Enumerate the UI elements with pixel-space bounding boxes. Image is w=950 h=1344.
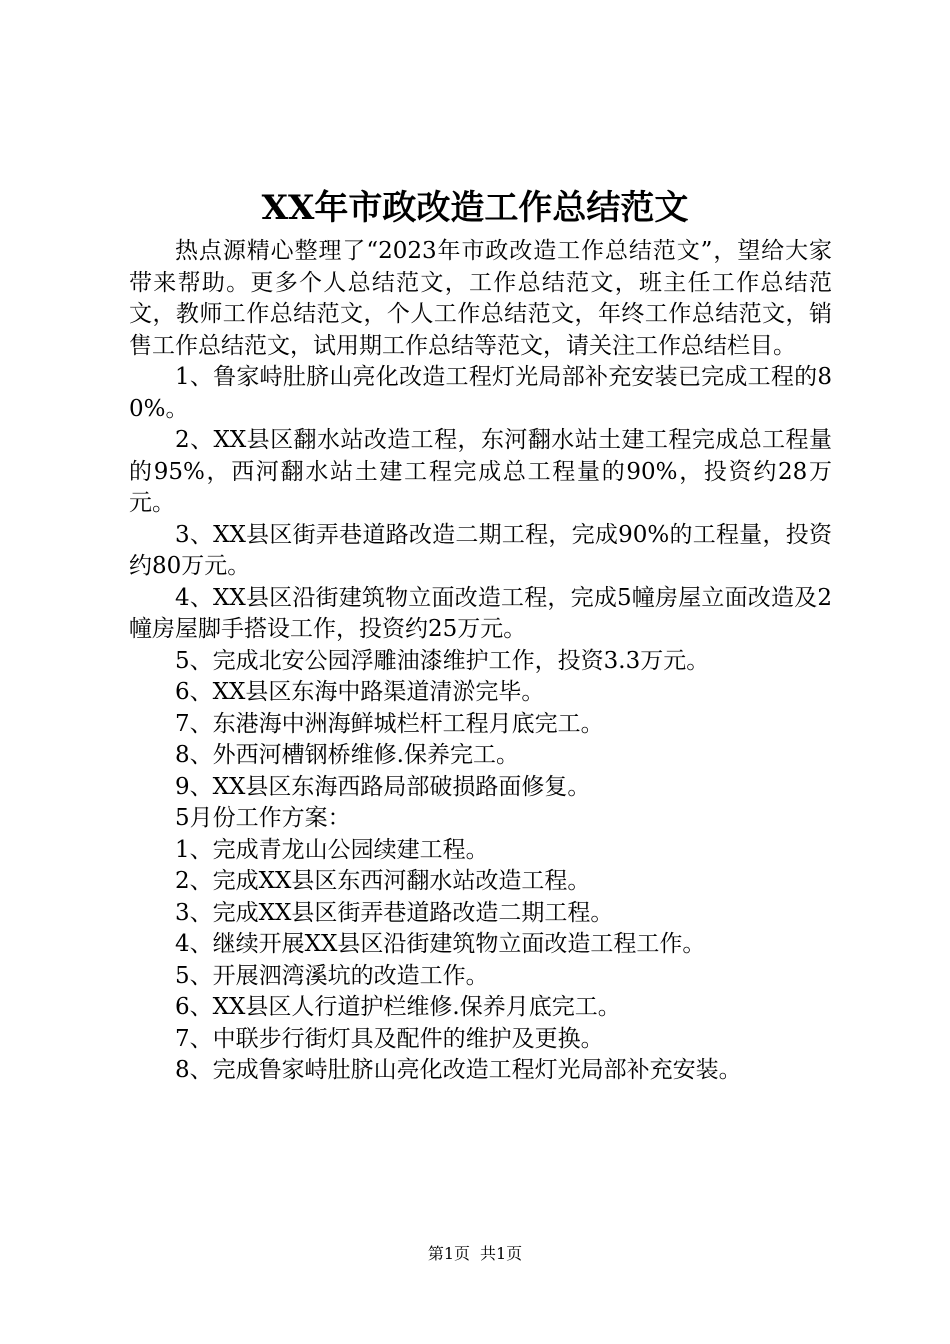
progress-item-4: 4、XX县区沿街建筑物立面改造工程，完成5幢房屋立面改造及2幢房屋脚手搭设工作，投资约25万元。 — [129, 584, 832, 642]
total-pages: 共1页 — [480, 1244, 523, 1263]
progress-item-5: 5、完成北安公园浮雕油漆维护工作，投资3.3万元。 — [175, 647, 710, 674]
plan-item-7: 7、中联步行街灯具及配件的维护及更换。 — [175, 1025, 604, 1052]
document-body — [129, 236, 832, 1087]
progress-item-9: 9、XX县区东海西路局部破损路面修复。 — [175, 773, 591, 800]
progress-item-8: 8、外西河槽钢桥维修.保养完工。 — [175, 742, 519, 768]
plan-item-4: 4、继续开展XX县区沿街建筑物立面改造工程工作。 — [175, 931, 706, 957]
plan-item-1: 1、完成青龙山公园续建工程。 — [175, 836, 489, 863]
page-number: 第1页 — [427, 1244, 470, 1263]
plan-heading: 5月份工作方案： — [175, 805, 351, 831]
intro-paragraph: 热点源精心整理了“2023年市政改造工作总结范文”，望给大家带来帮助。更多个人总结范文，工作总结范文，班主任工作总结范文，教师工作总结范文，个人工作总结范文，年终工作总结范文，销售工作总结范文，试用期工作总结等范文，请关注工作总结栏目。 — [129, 238, 832, 359]
page-footer — [0, 1242, 950, 1266]
plan-item-5: 5、开展泗湾溪坑的改造工作。 — [175, 962, 489, 989]
progress-item-3: 3、XX县区街弄巷道路改造二期工程，完成90%的工程量，投资约80万元。 — [129, 521, 832, 579]
plan-item-6: 6、XX县区人行道护栏维修.保养月底完工。 — [175, 994, 621, 1020]
plan-item-3: 3、完成XX县区街弄巷道路改造二期工程。 — [175, 899, 614, 926]
progress-item-7: 7、东港海中洲海鲜城栏杆工程月底完工。 — [175, 710, 604, 737]
progress-item-6: 6、XX县区东海中路渠道清淤完毕。 — [175, 679, 545, 705]
plan-item-8: 8、完成鲁家峙肚脐山亮化改造工程灯光局部补充安装。 — [175, 1057, 742, 1083]
document-title: XX年市政改造工作总结范文 — [261, 188, 689, 228]
progress-item-1: 1、鲁家峙肚脐山亮化改造工程灯光局部补充安装已完成工程的80%。 — [129, 364, 832, 422]
progress-item-2: 2、XX县区翻水站改造工程，东河翻水站土建工程完成总工程量的95%，西河翻水站土建工程完成总工程量的90%，投资约28万元。 — [129, 427, 832, 516]
plan-item-2: 2、完成XX县区东西河翻水站改造工程。 — [175, 868, 591, 894]
